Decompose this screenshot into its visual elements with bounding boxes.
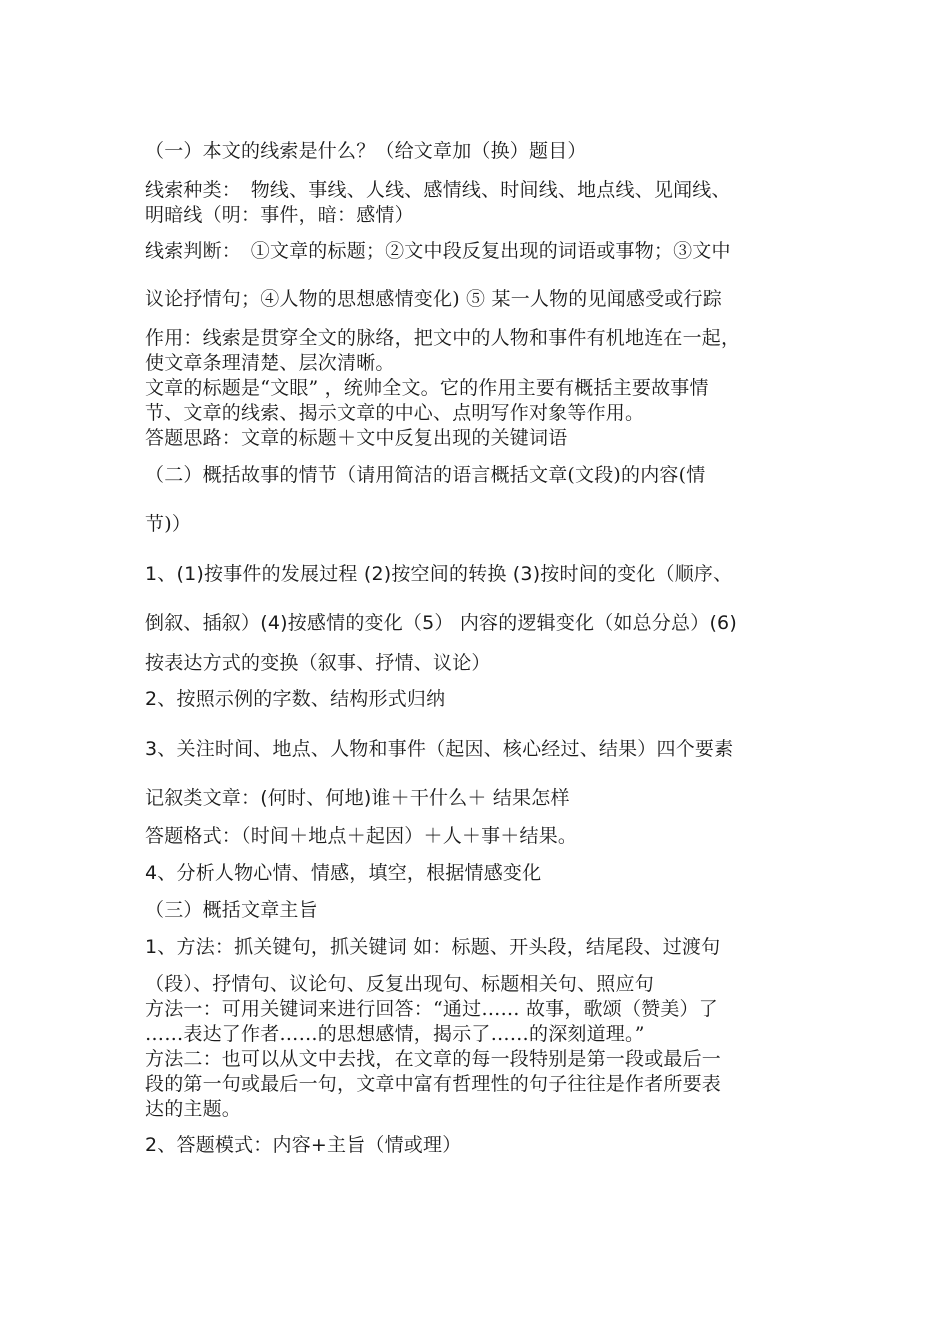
section1-heading: （一）本文的线索是什么？（给文章加（换）题目） bbox=[145, 140, 587, 162]
section2-heading-line1: （二）概括故事的情节（请用简洁的语言概括文章(文段)的内容(情 bbox=[145, 464, 706, 486]
method1-line1: 方法一：可用关键词来进行回答：“通过…… 故事，歌颂（赞美）了 bbox=[145, 998, 718, 1020]
clue-function-line1: 作用：线索是贯穿全文的脉络，把文中的人物和事件有机地连在一起， bbox=[145, 327, 741, 349]
answer-format: 答题格式：（时间＋地点＋起因）＋人＋事＋结果。 bbox=[145, 825, 578, 847]
plot-item1-line2: 倒叙、插叙）(4)按感情的变化（5） 内容的逻辑变化（如总分总）(6) bbox=[145, 612, 737, 634]
clue-function-line2: 使文章条理清楚、层次清晰。 bbox=[145, 352, 395, 374]
method2-line1: 方法二：也可以从文中去找，在文章的每一段特别是第一段或最后一 bbox=[145, 1048, 722, 1070]
section3-heading: （三）概括文章主旨 bbox=[145, 899, 318, 921]
clue-judge-line1: 线索判断： ①文章的标题；②文中段反复出现的词语或事物；③文中 bbox=[145, 240, 731, 262]
plot-item1-line1: 1、(1)按事件的发展过程 (2)按空间的转换 (3)按时间的变化（顺序、 bbox=[145, 563, 733, 585]
theme-method-line1: 1、方法：抓关键句，抓关键词 如：标题、开头段，结尾段、过渡句 bbox=[145, 936, 721, 958]
plot-item2: 2、按照示例的字数、结构形式归纳 bbox=[145, 688, 446, 710]
title-role-line1: 文章的标题是“文眼” ，统帅全文。它的作用主要有概括主要故事情 bbox=[145, 377, 709, 399]
narrative-format: 记叙类文章：(何时、何地)谁＋干什么＋ 结果怎样 bbox=[145, 787, 570, 809]
plot-item1-line3: 按表达方式的变换（叙事、抒情、议论） bbox=[145, 652, 491, 674]
answer-pattern: 2、答题模式：内容+主旨（情或理） bbox=[145, 1134, 462, 1156]
plot-item3: 3、关注时间、地点、人物和事件（起因、核心经过、结果）四个要素 bbox=[145, 738, 734, 760]
method2-line3: 达的主题。 bbox=[145, 1098, 242, 1120]
theme-method-line2: （段）、抒情句、议论句、反复出现句、标题相关句、照应句 bbox=[145, 973, 654, 995]
plot-item4: 4、分析人物心情、情感，填空，根据情感变化 bbox=[145, 862, 542, 884]
section2-heading-line2: 节)） bbox=[145, 513, 192, 535]
clue-types-line1: 线索种类： 物线、事线、人线、感情线、时间线、地点线、见闻线、 bbox=[145, 179, 731, 201]
answer-approach: 答题思路：文章的标题＋文中反复出现的关键词语 bbox=[145, 427, 568, 449]
method1-line2: ……表达了作者……的思想感情，揭示了……的深刻道理。” bbox=[145, 1023, 645, 1045]
title-role-line2: 节、文章的线索、揭示文章的中心、点明写作对象等作用。 bbox=[145, 402, 645, 424]
method2-line2: 段的第一句或最后一句，文章中富有哲理性的句子往往是作者所要表 bbox=[145, 1073, 722, 1095]
clue-types-line2: 明暗线（明：事件，暗：感情） bbox=[145, 204, 414, 226]
clue-judge-line2: 议论抒情句；④人物的思想感情变化) ⑤ 某一人物的见闻感受或行踪 bbox=[145, 288, 722, 310]
